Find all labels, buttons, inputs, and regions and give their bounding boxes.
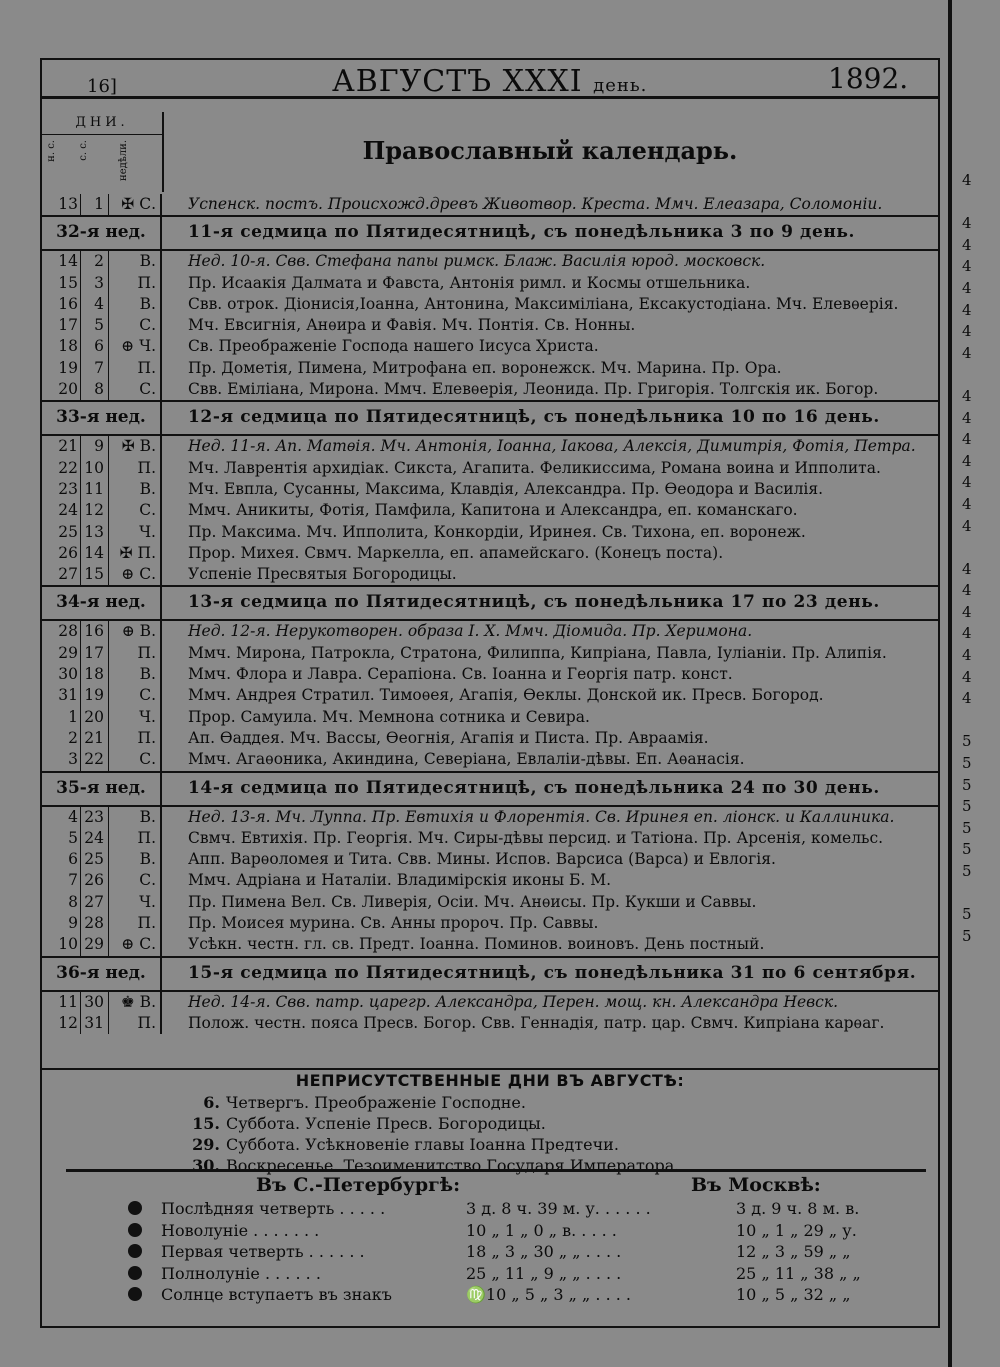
new-style-date: 16 [58, 294, 78, 313]
day-row [42, 458, 938, 479]
margin-digit: 4 [962, 322, 972, 341]
margin-digit: 5 [962, 905, 972, 924]
new-style-date: 1 [68, 707, 78, 726]
day-row [42, 707, 938, 728]
moon-phase-icon [128, 1244, 142, 1258]
weekday: ⊕ С. [108, 564, 162, 585]
new-style-date: 13 [58, 195, 78, 213]
new-style-date: 3 [68, 750, 78, 769]
saints-text: Св. Преображеніе Господа нашего Іисуса Христа. [188, 337, 599, 356]
week-label: 33-я нед. [42, 402, 162, 434]
old-style-date: 30 [80, 992, 108, 1013]
margin-digit: 4 [962, 278, 972, 297]
new-style-date: 7 [68, 871, 78, 890]
day-row [42, 728, 938, 749]
week-title: 13-я седмица по Пятидесятницѣ, съ понедѣльника 17 по 23 день. [188, 592, 880, 613]
saints-text: Свв. отрок. Діонисія,Іоанна, Антонина, Максиміліана, Ексакустодіана. Мч. Елевѳерія. [188, 294, 899, 313]
margin-digit: 5 [962, 862, 972, 880]
saints-text: Нед. 12-я. Нерукотворен. образа І. Х. Ммч. Діомида. Пр. Херимона. [188, 622, 753, 641]
moon-phase-icon [128, 1266, 142, 1280]
saints-text: Ммч. Андрея Стратил. Тимоѳея, Агапія, Ѳеклы. Донской ик. Пресв. Богород. [188, 686, 824, 705]
calendar-title: Православный календарь. [362, 136, 738, 165]
margin-digit: 4 [962, 646, 972, 665]
saints-text: Свв. Еміліана, Мирона. Ммч. Елевѳерія, Леонида. Пр. Григорія. Толгскія ик. Богор. [188, 380, 879, 399]
moon-phase-row: Полнолуніе . . . . . . 25 „ 11 „ 9 „ „ . . . . 25 „ 11 „ 38 „ „ [66, 1263, 926, 1285]
old-style-date: 6 [80, 336, 108, 357]
saints-text: Прор. Михея. Свмч. Маркелла, еп. апамейскаго. (Конецъ поста). [188, 543, 724, 562]
weekday: ✠ П. [108, 543, 162, 564]
week-title: 11-я седмица по Пятидесятницѣ, съ понедѣльника 3 по 9 день. [188, 222, 856, 243]
old-style-date: 21 [80, 728, 108, 749]
saints-text: Ммч. Агаѳоника, Акиндина, Северіана, Евлаліи-дѣвы. Еп. Аѳанасія. [188, 750, 745, 769]
moon-phase-row: Солнце вступаетъ въ знакъ ♍10 „ 5 „ 3 „ „ . . . . 10 „ 5 „ 32 „ „ [66, 1284, 926, 1306]
saints-text: Ммч. Мирона, Патрокла, Стратона, Филиппа, Кипріана, Павла, Іуліаніи. Пр. Алипія. [188, 643, 887, 662]
day-row [42, 273, 938, 294]
day-row [42, 870, 938, 891]
day-row [42, 479, 938, 500]
new-style-date: 5 [68, 828, 78, 847]
new-style-date: 23 [58, 479, 78, 498]
day-row [42, 379, 938, 400]
old-style-date: 22 [80, 749, 108, 770]
old-style-date: 18 [80, 664, 108, 685]
new-style-date: 2 [68, 728, 78, 747]
old-style-date: 27 [80, 892, 108, 913]
day-row [42, 664, 938, 685]
weekday: ⊕ Ч. [108, 336, 162, 357]
week-label: 32-я нед. [42, 217, 162, 249]
margin-digit: 4 [962, 624, 972, 643]
old-style-date: 19 [80, 685, 108, 706]
saints-text: Пр. Максима. Мч. Ипполита, Конкордіи, Иринея. Св. Тихона, еп. воронеж. [188, 522, 806, 541]
week-row [42, 400, 938, 436]
right-margin-fragment [962, 170, 1000, 947]
weekday: В. [108, 664, 162, 685]
saints-text: Ммч. Флора и Лавра. Серапіона. Св. Іоанна и Георгія патр. конст. [188, 665, 733, 684]
new-style-date: 18 [58, 337, 78, 356]
saints-text: Мч. Евсигнія, Анѳира и Фавія. Мч. Понтія. Св. Нонны. [188, 316, 636, 335]
margin-digit: 4 [962, 430, 972, 449]
new-style-date: 10 [58, 935, 78, 954]
margin-digit [962, 883, 1000, 905]
weekday: Ч. [108, 707, 162, 728]
page-title: АВГУСТЪ XXXI день. [332, 64, 648, 99]
old-style-date: 12 [80, 500, 108, 521]
old-style-date: 23 [80, 807, 108, 828]
day-row [42, 621, 938, 642]
old-style-date: 10 [80, 458, 108, 479]
weekday: С. [108, 315, 162, 336]
nonpresence-item: 6. Четвергъ. Преображеніе Господне. [203, 1093, 526, 1112]
weekday: ⊕ С. [108, 934, 162, 955]
margin-digit: 4 [962, 602, 972, 621]
margin-digit: 4 [962, 235, 972, 254]
day-row [42, 892, 938, 913]
week-title: 15-я седмица по Пятидесятницѣ, съ понедѣльника 31 по 6 сентября. [188, 962, 917, 983]
day-row [42, 251, 938, 272]
margin-digit: 4 [962, 473, 972, 492]
weekday: В. [108, 251, 162, 272]
old-style-date: 17 [80, 643, 108, 664]
day-row [42, 643, 938, 664]
week-row [42, 771, 938, 807]
day-row [42, 992, 938, 1013]
new-style-date: 17 [58, 316, 78, 335]
weekday: ⊕ В. [108, 621, 162, 642]
margin-digit [962, 192, 1000, 214]
weekday: П. [108, 358, 162, 379]
day-row [42, 749, 938, 770]
margin-digit: 4 [962, 516, 972, 535]
new-style-date: 25 [58, 522, 78, 541]
margin-digit: 5 [962, 926, 972, 945]
day-row [42, 522, 938, 543]
moon-phase-row: Первая четверть . . . . . . 18 „ 3 „ 30 „ „ . . . . 12 „ 3 „ 59 „ „ [66, 1241, 926, 1263]
new-style-date: 27 [58, 565, 78, 584]
day-row [42, 913, 938, 934]
old-style-date: 26 [80, 870, 108, 891]
saints-text: Мч. Лаврентія архидіак. Сикста, Агапита. Феликиссима, Романа воина и Ипполита. [188, 458, 881, 477]
weekday: П. [108, 1013, 162, 1034]
new-style-date: 14 [58, 252, 78, 271]
week-row [42, 585, 938, 621]
old-style-date: 16 [80, 621, 108, 642]
saints-text: Пр. Моисея мурина. Св. Анны пророч. Пр. Саввы. [188, 914, 599, 933]
margin-digit: 4 [962, 494, 972, 513]
saints-text: Ап. Ѳаддея. Мч. Вассы, Ѳеогнія, Агапія и Писта. Пр. Авраамія. [188, 728, 709, 747]
week-row [42, 956, 938, 992]
saints-text: Мч. Евпла, Сусанны, Максима, Клавдія, Александра. Пр. Ѳеодора и Василія. [188, 479, 824, 498]
old-style-date: 14 [80, 543, 108, 564]
day-row [42, 828, 938, 849]
new-style-date: 19 [58, 358, 78, 377]
weekday: В. [108, 849, 162, 870]
week-label: 34-я нед. [42, 587, 162, 619]
new-style-date: 24 [58, 501, 78, 520]
old-style-date: 9 [80, 436, 108, 457]
weekday: П. [108, 828, 162, 849]
margin-digit: 5 [962, 775, 972, 794]
margin-digit: 5 [962, 732, 972, 751]
margin-digit [962, 364, 1000, 386]
day-row [42, 315, 938, 336]
saints-text: Нед. 11-я. Ап. Матѳія. Мч. Антонія, Іоанна, Іакова, Алексія, Димитрія, Фотія, Петра. [188, 437, 916, 456]
saints-text: Прор. Самуила. Мч. Мемнона сотника и Севира. [188, 707, 590, 726]
weekday: В. [108, 294, 162, 315]
day-row [42, 1013, 938, 1034]
old-style-date: 4 [80, 294, 108, 315]
old-style-date: 8 [80, 379, 108, 400]
margin-digit: 4 [962, 451, 972, 470]
week-row [42, 215, 938, 251]
city-spb: Въ С.-Петербургѣ: [256, 1174, 461, 1196]
moon-phase-icon [128, 1223, 142, 1237]
margin-digit: 5 [962, 818, 972, 837]
day-row [42, 358, 938, 379]
day-row [42, 685, 938, 706]
nonpresence-item: 15. Суббота. Успеніе Пресв. Богородицы. [192, 1114, 546, 1133]
week-title: 12-я седмица по Пятидесятницѣ, съ понедѣльника 10 по 16 день. [188, 407, 880, 428]
nonpresence-title: НЕПРИСУТСТВЕННЫЕ ДНИ ВЪ АВГУСТѢ: [295, 1071, 685, 1090]
new-style-date: 21 [58, 437, 78, 456]
city-moscow: Въ Москвѣ: [691, 1174, 821, 1196]
moon-phase-icon [128, 1201, 142, 1215]
nonpresence-days [42, 1068, 938, 1176]
saints-text: Усѣкн. честн. гл. св. Предт. Іоанна. Поминов. воиновъ. День постный. [188, 935, 765, 954]
day-row [42, 849, 938, 870]
old-style-date: 1 [80, 194, 108, 215]
old-style-date: 13 [80, 522, 108, 543]
weekday: П. [108, 273, 162, 294]
day-row [42, 564, 938, 585]
year: 1892. [828, 62, 909, 95]
margin-digit [962, 537, 1000, 559]
week-title: 14-я седмица по Пятидесятницѣ, съ понедѣльника 24 по 30 день. [188, 777, 880, 798]
new-style-date: 8 [68, 892, 78, 911]
weekday: С. [108, 749, 162, 770]
saints-text: Апп. Варѳоломея и Тита. Свв. Мины. Испов. Варсиса (Варса) и Евлогія. [188, 850, 776, 869]
margin-digit: 4 [962, 408, 972, 427]
old-style-date: 20 [80, 707, 108, 728]
saints-text: Ммч. Адріана и Наталіи. Владимірскія иконы Б. М. [188, 871, 612, 890]
nonpresence-item: 29. Суббота. Усѣкновеніе главы Іоанна Предтечи. [192, 1135, 619, 1154]
weekday: Ч. [108, 892, 162, 913]
day-row [42, 436, 938, 457]
page-header [42, 58, 938, 99]
weekday: ♚ В. [108, 992, 162, 1013]
old-style-date: 5 [80, 315, 108, 336]
new-style-date: 4 [68, 807, 78, 826]
day-row [42, 807, 938, 828]
margin-digit: 4 [962, 581, 972, 600]
new-style-date: 31 [58, 686, 78, 705]
page-edge-rule [948, 0, 952, 1367]
weekday: П. [108, 728, 162, 749]
old-style-date: 29 [80, 934, 108, 955]
weekday: С. [108, 379, 162, 400]
old-style-date: 7 [80, 358, 108, 379]
saints-text: Успеніе Пресвятыя Богородицы. [188, 565, 457, 584]
margin-digit: 4 [962, 343, 972, 362]
old-style-date: 3 [80, 273, 108, 294]
weekday: Ч. [108, 522, 162, 543]
moon-phase-icon [128, 1287, 142, 1301]
week-label: 36-я нед. [42, 958, 162, 990]
weekday: П. [108, 458, 162, 479]
margin-digit: 4 [962, 171, 972, 189]
weekday: С. [108, 685, 162, 706]
new-style-date: 26 [58, 543, 78, 562]
calendar-rows [42, 194, 938, 1034]
old-style-date: 28 [80, 913, 108, 934]
new-style-date: 20 [58, 380, 78, 399]
saints-text: Свмч. Евтихія. Пр. Георгія. Мч. Сиры-дѣвы персид. и Татіона. Пр. Арсенія, комельс. [188, 828, 884, 847]
day-row [42, 934, 938, 955]
new-style-date: 6 [68, 850, 78, 869]
weekday: С. [108, 500, 162, 521]
saints-text: Пр. Исаакія Далмата и Фавста, Антонія римл. и Космы отшельника. [188, 273, 751, 292]
saints-text: Нед. 13-я. Мч. Луппа. Пр. Евтихія и Флорентія. Св. Иринея еп. ліонск. и Каллиника. [188, 807, 895, 826]
page-number: 16] [87, 76, 117, 97]
day-row [42, 336, 938, 357]
new-style-date: 28 [58, 622, 78, 641]
weekday: В. [108, 807, 162, 828]
margin-digit: 5 [962, 754, 972, 773]
margin-digit: 4 [962, 667, 972, 686]
saints-text: Пр. Пимена Вел. Св. Ливерія, Осіи. Мч. Анѳисы. Пр. Кукши и Саввы. [188, 892, 757, 911]
moon-phase-row: Послѣдняя четверть . . . . . 3 д. 8 ч. 39 м. у. . . . . . 3 д. 9 ч. 8 м. в. [66, 1198, 926, 1220]
weekday: В. [108, 479, 162, 500]
saints-text: Полож. честн. пояса Пресв. Богор. Свв. Геннадія, патр. цар. Свмч. Кипріана карѳаг. [188, 1013, 885, 1032]
saints-text: Пр. Дометія, Пимена, Митрофана еп. воронежск. Мч. Марина. Пр. Ора. [188, 358, 782, 377]
margin-digit: 5 [962, 840, 972, 859]
new-style-date: 12 [58, 1013, 78, 1032]
days-header: ДНИ. н. с. с. с. недѣли. [42, 112, 164, 192]
old-style-date: 31 [80, 1013, 108, 1034]
margin-digit [962, 710, 1000, 732]
new-style-date: 30 [58, 665, 78, 684]
week-label: 35-я нед. [42, 773, 162, 805]
old-style-date: 11 [80, 479, 108, 500]
saints-text: Нед. 14-я. Свв. патр. царегр. Александра, Перен. мощ. кн. Александра Невск. [188, 992, 839, 1011]
day-row [42, 194, 938, 215]
day-row [42, 294, 938, 315]
weekday: С. [108, 870, 162, 891]
old-style-date: 25 [80, 849, 108, 870]
new-style-date: 29 [58, 643, 78, 662]
margin-digit: 4 [962, 386, 972, 405]
margin-digit: 4 [962, 689, 972, 708]
weekday: ✠ С. [108, 194, 162, 215]
day-row [42, 500, 938, 521]
margin-digit: 4 [962, 559, 972, 578]
saints-text: Ммч. Аникиты, Фотія, Памфила, Капитона и Александра, еп. команскаго. [188, 501, 798, 520]
new-style-date: 22 [58, 458, 78, 477]
saints-text: Нед. 10-я. Свв. Стефана папы римск. Блаж. Василія юрод. московск. [188, 252, 766, 271]
moon-phases [66, 1169, 926, 1306]
moon-phase-row: Новолуніе . . . . . . . 10 „ 1 „ 0 „ в. . . . . 10 „ 1 „ 29 „ у. [66, 1220, 926, 1242]
old-style-date: 2 [80, 251, 108, 272]
weekday: ✠ В. [108, 436, 162, 457]
margin-digit: 4 [962, 300, 972, 319]
old-style-date: 15 [80, 564, 108, 585]
margin-digit: 4 [962, 214, 972, 233]
margin-digit: 5 [962, 797, 972, 816]
saints-text: Успенск. постъ. Происхожд.древъ Животвор. Креста. Ммч. Елеазара, Соломоніи. [188, 195, 883, 213]
old-style-date: 24 [80, 828, 108, 849]
margin-digit: 4 [962, 257, 972, 276]
nonpresence-item: 30. Воскресенье. Тезоименитство Государя Императора. [192, 1156, 680, 1175]
new-style-date: 15 [58, 273, 78, 292]
weekday: П. [108, 643, 162, 664]
weekday: П. [108, 913, 162, 934]
new-style-date: 9 [68, 914, 78, 933]
new-style-date: 11 [58, 992, 78, 1011]
day-row [42, 543, 938, 564]
